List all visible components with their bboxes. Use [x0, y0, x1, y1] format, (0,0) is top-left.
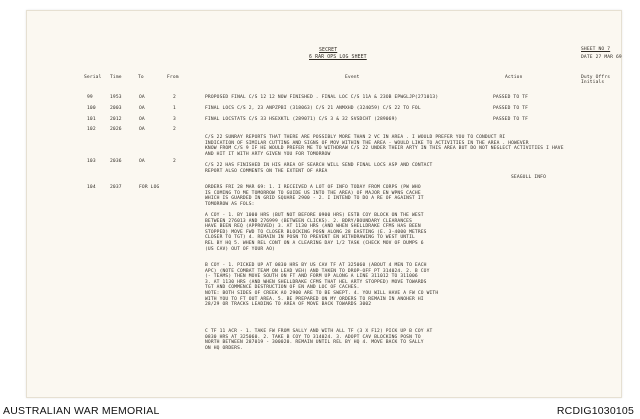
entry-time: 2003: [110, 106, 122, 111]
entry-from: 2: [173, 127, 176, 132]
entry-time: 2012: [110, 117, 122, 122]
entry-serial: 100: [87, 106, 96, 111]
text-line: INDICATION OF SIMILAR CUTTING AND SIGNS OF MOV WITHIN THE AREA - WOULD LIKE TO ACTIVITIES IN THE AREA . HOWEVER: [205, 140, 529, 146]
col-duty-header: [581, 75, 610, 86]
log-entry: [27, 117, 640, 123]
entry-to: OA: [139, 106, 145, 111]
entry-from: 2: [173, 159, 176, 164]
log-entry: [27, 95, 640, 101]
sheet-number: SHEET NO 7: [581, 47, 611, 52]
orders-paragraph: [205, 185, 424, 207]
log-sheet-title: 6 RAR OPS LOG SHEET: [309, 55, 367, 60]
entry-to: FOR LOG: [139, 185, 160, 190]
text-line: ORDERS FRI 28 MAR 69: 1. I RECEIVED A LOT OF INFO TODAY FROM CORPS (PW WHO: [205, 185, 421, 190]
text-line: TGT AND COMMENCE DESTRUCTION OF EN AND LOC OF CACHES.: [205, 285, 360, 291]
text-line: WHICH IS GUARDED IN GRID SQUARE 2900 - 2. I INTEND TO DO A RE OF AGAINST IT: [205, 196, 424, 202]
col-from-header: From: [167, 75, 179, 80]
text-line: (- TEAMS) THEN MOVE SOUTH ON FT AND FORM UP ALONG A LINE 311012 TO 311006: [205, 274, 418, 280]
entry-action: PASSED TO TF: [493, 117, 528, 122]
entry-serial: 99: [87, 95, 93, 100]
text-line: 28/29 OR TRACKS LEADING TO AREA OF MOVE BACK TOWARDS 3002: [205, 302, 372, 308]
text-line: WITH YOU TO FT OUT AREA. 5. BE PREPARED ON MY ORDERS TO REMAIN IN ANOHER HI: [205, 296, 424, 302]
text-line: HAVE BEEN REQ (APPROVED) 3. AT 1130 HRS (AND WHEN SHELLDRAKE CFMS HAS BEEN: [205, 224, 421, 230]
entry-to: OA: [139, 159, 145, 164]
text-line: 3. AT 1130 HRS (AND WHEN SHELLDRAKE CFMS THAT HEL ARTY STOPPED) MOVE TOWARDS: [205, 279, 427, 285]
entry-event: PROPOSED FINAL C/S 12 12 NOW FINISHED . FINAL LOC C/S 11A & 23OB EPWGLJP(271013): [205, 95, 439, 100]
text-line: A COY - 1. BY 1000 HRS (BUT NOT BEFORE 0900 HRS) ESTB COY BLOCK ON THE WEST: [205, 213, 424, 218]
classification-title: SECRET: [319, 48, 338, 53]
entry-time: 1953: [110, 95, 122, 100]
entry-action: SEAGULL INFO: [511, 175, 546, 180]
text-line: C/S 22 HAS FINISHED IN HIS AREA OF SEARCH WILL SEND FINAL LOCS ASP AND CONTACT: [205, 163, 433, 168]
log-entry: [27, 127, 640, 133]
entry-action: PASSED TO TF: [493, 95, 528, 100]
text-line: TOMORROW AS FOLS:: [205, 201, 255, 207]
initials-label: Initials: [581, 80, 605, 86]
text-line: BETWEEN 276013 AND 276999 (BETWEEN CLICKS). 2. BDRY/BOUNDARY CLEARANCES: [205, 218, 413, 224]
text-line: STOPPED) MOVE FWD TO CLOSER BLOCKING POSN ALONG 28 EASTING (E. 3-4000 METRES: [205, 229, 427, 235]
entry-event: FINAL LOCSTATS C/S 33 HSEXKTL (289071) C/S 3 & 32 SVSDCHT (289069): [205, 117, 398, 122]
archive-reference: RCDIG1030105: [556, 405, 634, 417]
text-line: (US CAV) OUT OF YOUR AO): [205, 246, 275, 252]
text-line: REPORT ALSO COMMENTS ON THE EXTENT OF AREA: [205, 168, 328, 174]
sheet-date: DATE 27 MAR 69: [581, 55, 622, 60]
entry-from: 2: [173, 95, 176, 100]
col-event-header: Event: [345, 75, 360, 80]
log-entry: [27, 106, 640, 112]
entry-time: 2036: [110, 159, 122, 164]
text-line: B COY - 1. PICKED UP AT 0830 HRS BY US CAV TF AT 325060 (ABOUT 4 MEN TO EACH: [205, 263, 427, 268]
text-line: C TF 11 ACR - 1. TAKE FW FROM SALLY AND WITH ALL TF (3 X F12) PICK UP B COY AT: [205, 329, 433, 334]
text-line: AND HIT IT WITH ARTY GIVEN YOU FOR TOMORROW: [205, 151, 331, 157]
text-line: CLOSER TO TGT) 4. REMAIN IN POSN TO PREVENT EN WITHDRAWING TO WEST UNTIL: [205, 235, 415, 241]
entry-event: FINAL LOCS C/S 2, 23 ANPZPBI (318063) C/S 21 ANMXHD (324059) C/S 22 TO FOL: [205, 106, 421, 111]
a-coy-orders: [205, 213, 427, 252]
b-coy-orders: [205, 263, 438, 308]
entry-serial: 103: [87, 159, 96, 164]
text-line: C/S 22 SUNRAY REPORTS THAT THERE ARE POSSIBLY MORE THAN 2 VC IN AREA . I WOULD PREFER YOU TO CONDUCT RI: [205, 135, 506, 140]
entry-103-text: [205, 163, 432, 174]
col-action-header: Action: [505, 75, 523, 80]
text-line: KNOW FROM C/S 9 IF HE WOULD PREFER ME TO WITHDRAW C/S 22 UNDER THEIR ARTY IN THIS AREA BUT DO NOT NEGLECT ACTIVITIES I HAVE: [205, 146, 564, 152]
col-serial-header: Serial: [84, 75, 102, 80]
text-line: 0830 HRS AT 325060. 2. TAKE B COY TO 314024. 3. ADOPT CAV BLOCKING POSN TO: [205, 334, 421, 340]
text-line: IS COMING TO ME TOMORROW TO GUIDE US INTO THE AREA) OF MAJOR EN WPNS CACHE: [205, 190, 421, 196]
entry-from: 3: [173, 117, 176, 122]
entry-to: OA: [139, 95, 145, 100]
text-line: NORTH BETWEEN 287019 - 300020. REMAIN UNTIL REL BY HQ 4. MOVE BACK TO SALLY: [205, 340, 424, 346]
duty-label: Duty Offrs: [581, 75, 611, 80]
entry-time: 2026: [110, 127, 122, 132]
c-tf-orders: [205, 329, 432, 351]
entry-serial: 102: [87, 127, 96, 132]
text-line: NOTE: BOTH SIDES OF CREEK AO 2900 ARE TO BE SWEPT. 4. YOU WILL HAVE A FW CO WITH: [205, 290, 439, 296]
entry-to: OA: [139, 117, 145, 122]
entry-time: 2037: [110, 185, 122, 190]
entry-serial: 104: [87, 185, 96, 190]
entry-from: 1: [173, 106, 176, 111]
archive-credit: AUSTRALIAN WAR MEMORIAL: [3, 405, 160, 417]
text-line: APC) (NOTE COMBAT TEAM ON LEAD VEH) AND TAKEN TO DROP-OFF PT 314024. 2. B COY: [205, 268, 430, 274]
entry-to: OA: [139, 127, 145, 132]
entry-102-text: [205, 135, 564, 157]
text-line: REL BY HQ 5. WHEN REL CONT ON A CLEARING DAY 1/2 TASK (CHECK MOV OF DUMPS 6: [205, 240, 424, 246]
col-to-header: To: [138, 75, 144, 80]
col-time-header: Time: [110, 75, 122, 80]
entry-serial: 101: [87, 117, 96, 122]
entry-action: PASSED TO TF: [493, 106, 528, 111]
text-line: ON HQ ORDERS.: [205, 345, 243, 351]
log-sheet: [26, 10, 622, 398]
